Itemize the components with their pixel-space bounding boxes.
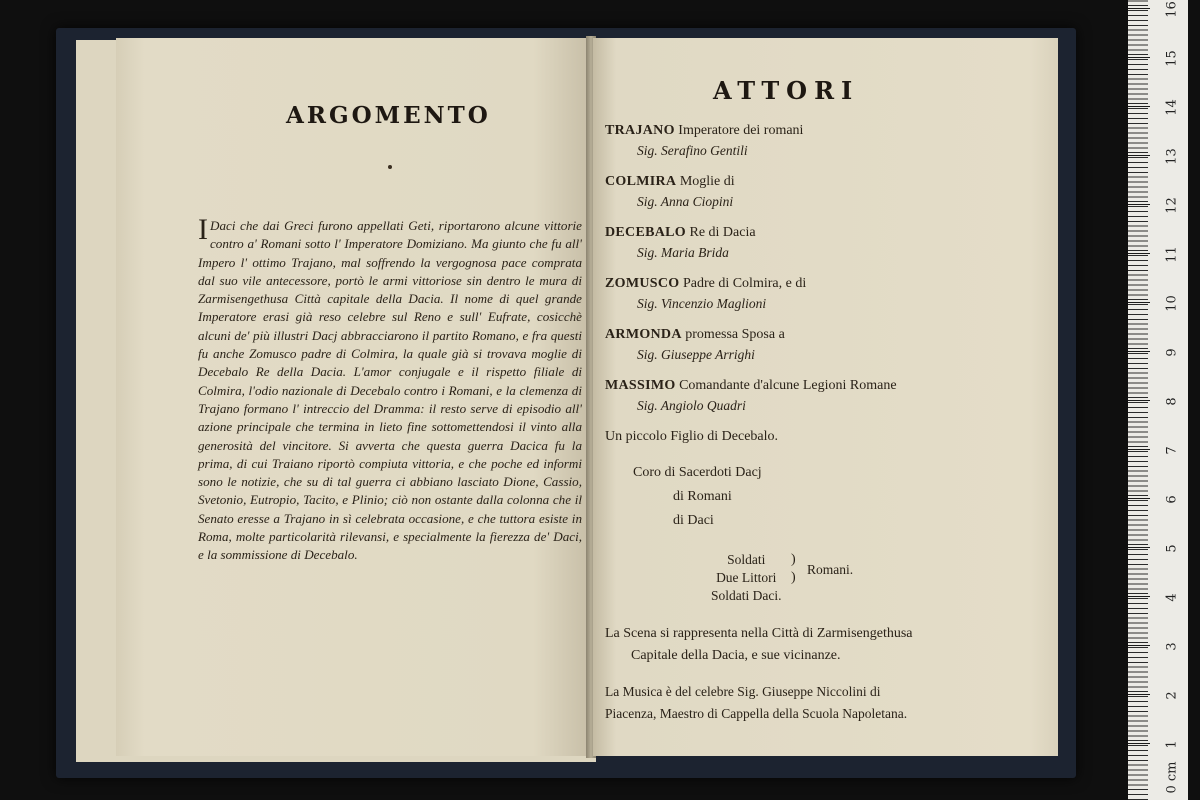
role-description: Imperatore dei romani [678,123,804,138]
role-name: DECEBALO [605,225,686,240]
singer-name: Sig. Angiolo Quadri [637,398,746,413]
ruler-number: 9 [1164,348,1180,357]
ruler-major-tick [1128,743,1150,744]
ruler-number: 3 [1164,642,1180,651]
music-line: La Musica è del celebre Sig. Giuseppe Niccolini di [605,684,881,699]
chorus-line: di Romani [673,489,732,504]
soldiers-label: Romani. [807,562,854,577]
ruler-major-tick [1128,57,1150,58]
ruler-number: 10 [1164,295,1180,312]
ruler-major-tick [1128,8,1150,9]
drop-cap: I [198,213,208,246]
page-title: ARGOMENTO [286,102,491,129]
chorus-line: di Daci [673,513,714,528]
ruler-number: 13 [1164,148,1180,165]
role-description: Moglie di [679,174,735,189]
argument-body: Daci che dai Greci furono appellati Geti, riportarono alcune vittorie contro a' Romani sotto l' Imperatore Domiziano. Ma giunto che fu all' Impero l' ottimo Trajano, mal soffrendo la vergognosa pace comprata dal suo vile antecessore, portò le armi vittoriose sin dentro le mura di Zarmisengethusa Città capitale della Dacia. Il nome di quel grande Imperatore erasi già reso celebre sul Reno e sull' Eufrate, cosicchè alcuni de' più illustri Dacj abbracciarono il partito Romano, e fra questi fu anche Zomusco padre di Colmira, la quale già si trovava moglie di Decebalo Re della Dacia. L'amor conjugale e il rispetto filiale di Colmira, l'odio nazionale di Decebalo contro i Romani, e la clemenza di Trajano formano l' intreccio del Dramma: il resto serve di episodio all' azione principale che termina in lieto fine sottomettendosi il vinto alla generosità del vincitore. Si avverta che questa guerra Dacica fu la prima, di cui Traiano riportò compiuta vittoria, e che poche ed informi sono le notizie, che su di tal guerra ci abbiano lasciato Dione, Cassio, Svetonio, Eutropio, Tacito, e Plinio; ciò non ostante dalla colonna che il Senato eresse a Trajano in sì celebrata occasione, e che tuttora esiste in Roma, molte particolarità rilevansi, e specialmente la fierezza de' Daci, e la sommissione di Decebalo. [198,218,582,563]
cast-entry [605,325,1058,364]
cast-entry [605,172,1058,211]
scene-line: La Scena si rappresenta nella Città di Zarmisengethusa [605,626,913,641]
singer-name: Sig. Vincenzio Maglioni [637,296,767,311]
ruler-number: 16 [1164,1,1180,18]
singer-name: Sig. Maria Brida [637,245,729,260]
soldiers-line: Soldati Daci. [711,588,782,603]
singer-name: Sig. Anna Ciopini [637,194,734,209]
right-page [593,38,1058,756]
chorus-list [605,461,1058,533]
ruler-number: 6 [1164,495,1180,504]
ruler-number: 1 [1164,740,1180,749]
ruler-major-tick [1128,596,1150,597]
singer-name: Sig. Giuseppe Arrighi [637,347,755,362]
soldiers-group [711,551,1058,611]
ruler-number: 2 [1164,691,1180,700]
cast-entry [605,223,1058,262]
scene-line: Capitale della Dacia, e sue vicinanze. [631,648,841,663]
ruler-major-tick [1128,204,1150,205]
ruler-major-tick [1128,155,1150,156]
role-description: Padre di Colmira, e di [682,276,807,291]
role-name: ZOMUSCO [605,276,680,291]
ornament-dot [388,165,392,169]
cast-list [605,121,1058,725]
role-name: TRAJANO [605,123,675,138]
music-note [605,681,1058,725]
soldiers-list [711,551,782,605]
ruler-major-tick [1128,351,1150,352]
chorus-line: Coro di Sacerdoti Dacj [633,465,762,480]
ruler-number: 12 [1164,197,1180,214]
ruler-major-tick [1128,645,1150,646]
extra-role: Un piccolo Figlio di Decebalo. [605,429,779,444]
scene-note [605,623,1058,667]
ruler-major-tick [1128,449,1150,450]
ruler-major-tick [1128,106,1150,107]
ruler-major-tick [1128,694,1150,695]
ruler-major-tick [1128,547,1150,548]
left-page [116,38,590,756]
soldiers-line: Soldati [727,552,766,567]
ruler-number: 11 [1164,246,1180,263]
ruler-number: 7 [1164,446,1180,455]
ruler-number: 5 [1164,544,1180,553]
cast-entry [605,274,1058,313]
cast-entry [605,121,1058,160]
ruler-major-tick [1128,253,1150,254]
ruler-number: 4 [1164,593,1180,602]
cast-entry [605,376,1058,415]
singer-name: Sig. Serafino Gentili [637,143,748,158]
ruler-major-tick [1128,302,1150,303]
brace-glyph: ) ) [791,552,796,585]
music-line: Piacenza, Maestro di Cappella della Scuola Napoletana. [605,706,908,721]
role-description: promessa Sposa a [685,327,785,342]
argument-text [198,213,582,565]
role-name: COLMIRA [605,174,677,189]
ruler-number: 0 cm [1164,761,1180,794]
ruler-major-tick [1128,400,1150,401]
role-description: Comandante d'alcune Legioni Romane [679,378,897,393]
ruler-number: 14 [1164,99,1180,116]
ruler-number: 8 [1164,397,1180,406]
role-name: MASSIMO [605,378,676,393]
ruler-number: 15 [1164,50,1180,67]
role-name: ARMONDA [605,327,682,342]
soldiers-line: Due Littori [716,570,777,585]
ruler-major-tick [1128,498,1150,499]
role-description: Re di Dacia [689,225,756,240]
measuring-ruler [1128,0,1188,800]
page-title: ATTORI [713,76,860,105]
